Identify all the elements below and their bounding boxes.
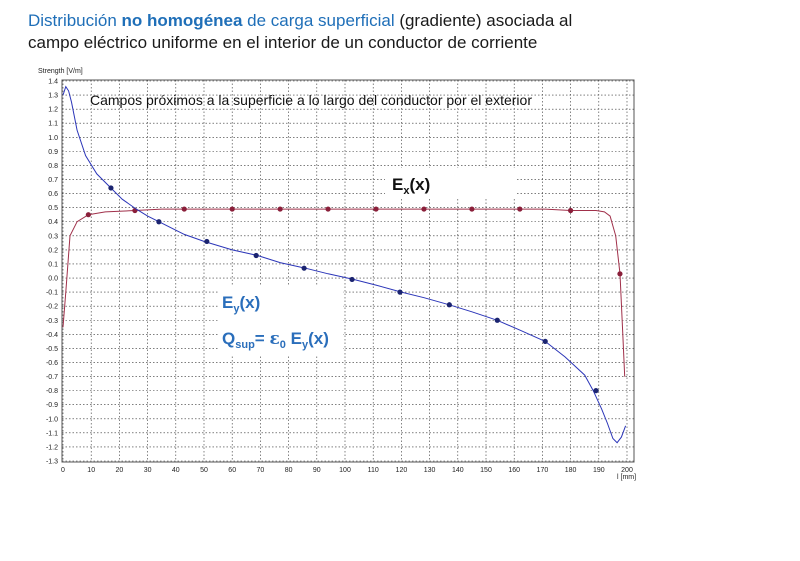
x-tick-label: 60	[228, 467, 237, 474]
x-tick-label: 200	[621, 467, 633, 474]
formula-q-sub: sup	[235, 339, 255, 351]
x-tick-label: 120	[395, 467, 408, 474]
y-tick-label: 1.4	[48, 78, 58, 86]
ex-label-main: E	[392, 175, 404, 194]
y-tick-label: -1.3	[45, 458, 58, 466]
ex-marker	[182, 206, 187, 211]
x-tick-label: 130	[423, 467, 436, 474]
y-tick-label: 1.2	[48, 106, 58, 114]
heading-line-2: campo eléctrico uniforme en el interior de un conductor de corriente	[28, 33, 538, 52]
formula-eps-sub: 0	[279, 339, 286, 351]
ey-marker	[108, 185, 113, 190]
formula-e-sub: y	[301, 339, 309, 351]
y-tick-label: -0.7	[45, 374, 58, 382]
x-tick-label: 40	[171, 467, 180, 474]
y-tick-label: 0.6	[48, 191, 58, 199]
y-tick-label: 0.5	[48, 205, 58, 213]
y-tick-label: 1.1	[48, 120, 58, 128]
y-tick-label: 0.2	[48, 247, 58, 255]
x-tick-label: 190	[592, 467, 605, 474]
y-tick-label: -0.1	[45, 289, 58, 297]
y-tick-label: -0.9	[45, 402, 58, 410]
ey-marker	[254, 253, 259, 258]
ex-marker	[421, 206, 426, 211]
y-tick-label: -0.2	[45, 303, 58, 311]
ey-marker	[397, 290, 402, 295]
ey-marker	[302, 266, 307, 271]
formula-q: Q	[222, 329, 236, 348]
x-tick-label: 170	[536, 467, 549, 474]
y-tick-label: -0.4	[45, 331, 58, 339]
y-axis-label: Strength [V/m]	[38, 68, 83, 75]
y-tick-label: -0.6	[45, 359, 58, 367]
ex-marker	[230, 206, 235, 211]
y-tick-label: -0.5	[45, 345, 58, 353]
formula-tail: (x)	[308, 329, 329, 348]
heading-part-2: no homogénea	[121, 11, 243, 30]
heading-part-4: (gradiente) asociada al	[394, 11, 573, 30]
y-tick-label: 1.0	[48, 134, 58, 142]
formula-epsilon: ε	[269, 329, 280, 349]
x-tick-label: 0	[61, 467, 65, 474]
x-tick-labels	[61, 467, 633, 474]
chart-annotation: Campos próximos a la superficie a lo largo del conductor por el exterior	[90, 92, 532, 108]
x-tick-label: 50	[200, 467, 208, 474]
x-tick-label: 110	[367, 467, 379, 474]
heading-part-1: Distribución	[28, 11, 122, 30]
ex-marker	[373, 206, 378, 211]
x-tick-label: 10	[87, 467, 96, 474]
ex-marker	[278, 206, 283, 211]
y-tick-label: 0.8	[48, 162, 58, 170]
ex-label-sub: x	[403, 185, 410, 197]
y-tick-label: 1.3	[48, 92, 58, 100]
y-tick-label: 0.7	[48, 177, 58, 185]
x-tick-label: 20	[115, 467, 124, 474]
ex-label-tail: (x)	[409, 175, 431, 194]
formula-e: E	[285, 329, 302, 348]
x-tick-label: 160	[508, 467, 521, 474]
x-tick-label: 80	[284, 467, 293, 474]
y-tick-label: -1.1	[45, 430, 58, 438]
ey-marker	[204, 239, 209, 244]
y-tick-label: 0.3	[48, 233, 58, 241]
ey-marker	[593, 388, 598, 393]
y-tick-label: -1.2	[45, 444, 58, 452]
y-tick-label: -1.0	[45, 416, 58, 424]
ex-marker	[86, 212, 91, 217]
ey-label-tail: (x)	[239, 293, 261, 312]
ex-marker	[617, 271, 622, 276]
y-tick-label: 0.4	[48, 219, 58, 227]
x-tick-label: 180	[564, 467, 577, 474]
ey-marker	[543, 339, 548, 344]
y-tick-label: -0.3	[45, 317, 58, 325]
x-tick-label: 150	[480, 467, 492, 474]
ey-marker	[495, 318, 500, 323]
ey-series-label	[222, 293, 260, 315]
ex-marker	[325, 206, 330, 211]
ey-marker	[349, 277, 354, 282]
ey-label-main: E	[222, 293, 234, 312]
ex-series-label	[392, 175, 430, 197]
ey-label-sub: y	[233, 303, 240, 315]
x-tick-label: 90	[312, 467, 321, 474]
ex-marker	[469, 206, 474, 211]
x-tick-label: 140	[451, 467, 464, 474]
y-tick-label: 0.1	[48, 261, 58, 269]
ex-marker	[517, 206, 522, 211]
x-tick-label: 30	[143, 467, 152, 474]
ey-marker	[156, 219, 161, 224]
x-axis-label: l [mm]	[617, 474, 637, 481]
ex-marker	[568, 208, 573, 213]
y-tick-label: 0.0	[48, 275, 58, 283]
x-tick-label: 100	[339, 467, 351, 474]
y-tick-labels	[46, 79, 58, 466]
y-tick-label: 0.9	[48, 148, 58, 156]
y-tick-label: -0.8	[45, 388, 58, 396]
ey-marker	[447, 302, 452, 307]
x-tick-label: 70	[256, 467, 265, 474]
formula-eq: =	[254, 329, 270, 348]
heading-part-3: de carga superficial	[242, 11, 395, 30]
